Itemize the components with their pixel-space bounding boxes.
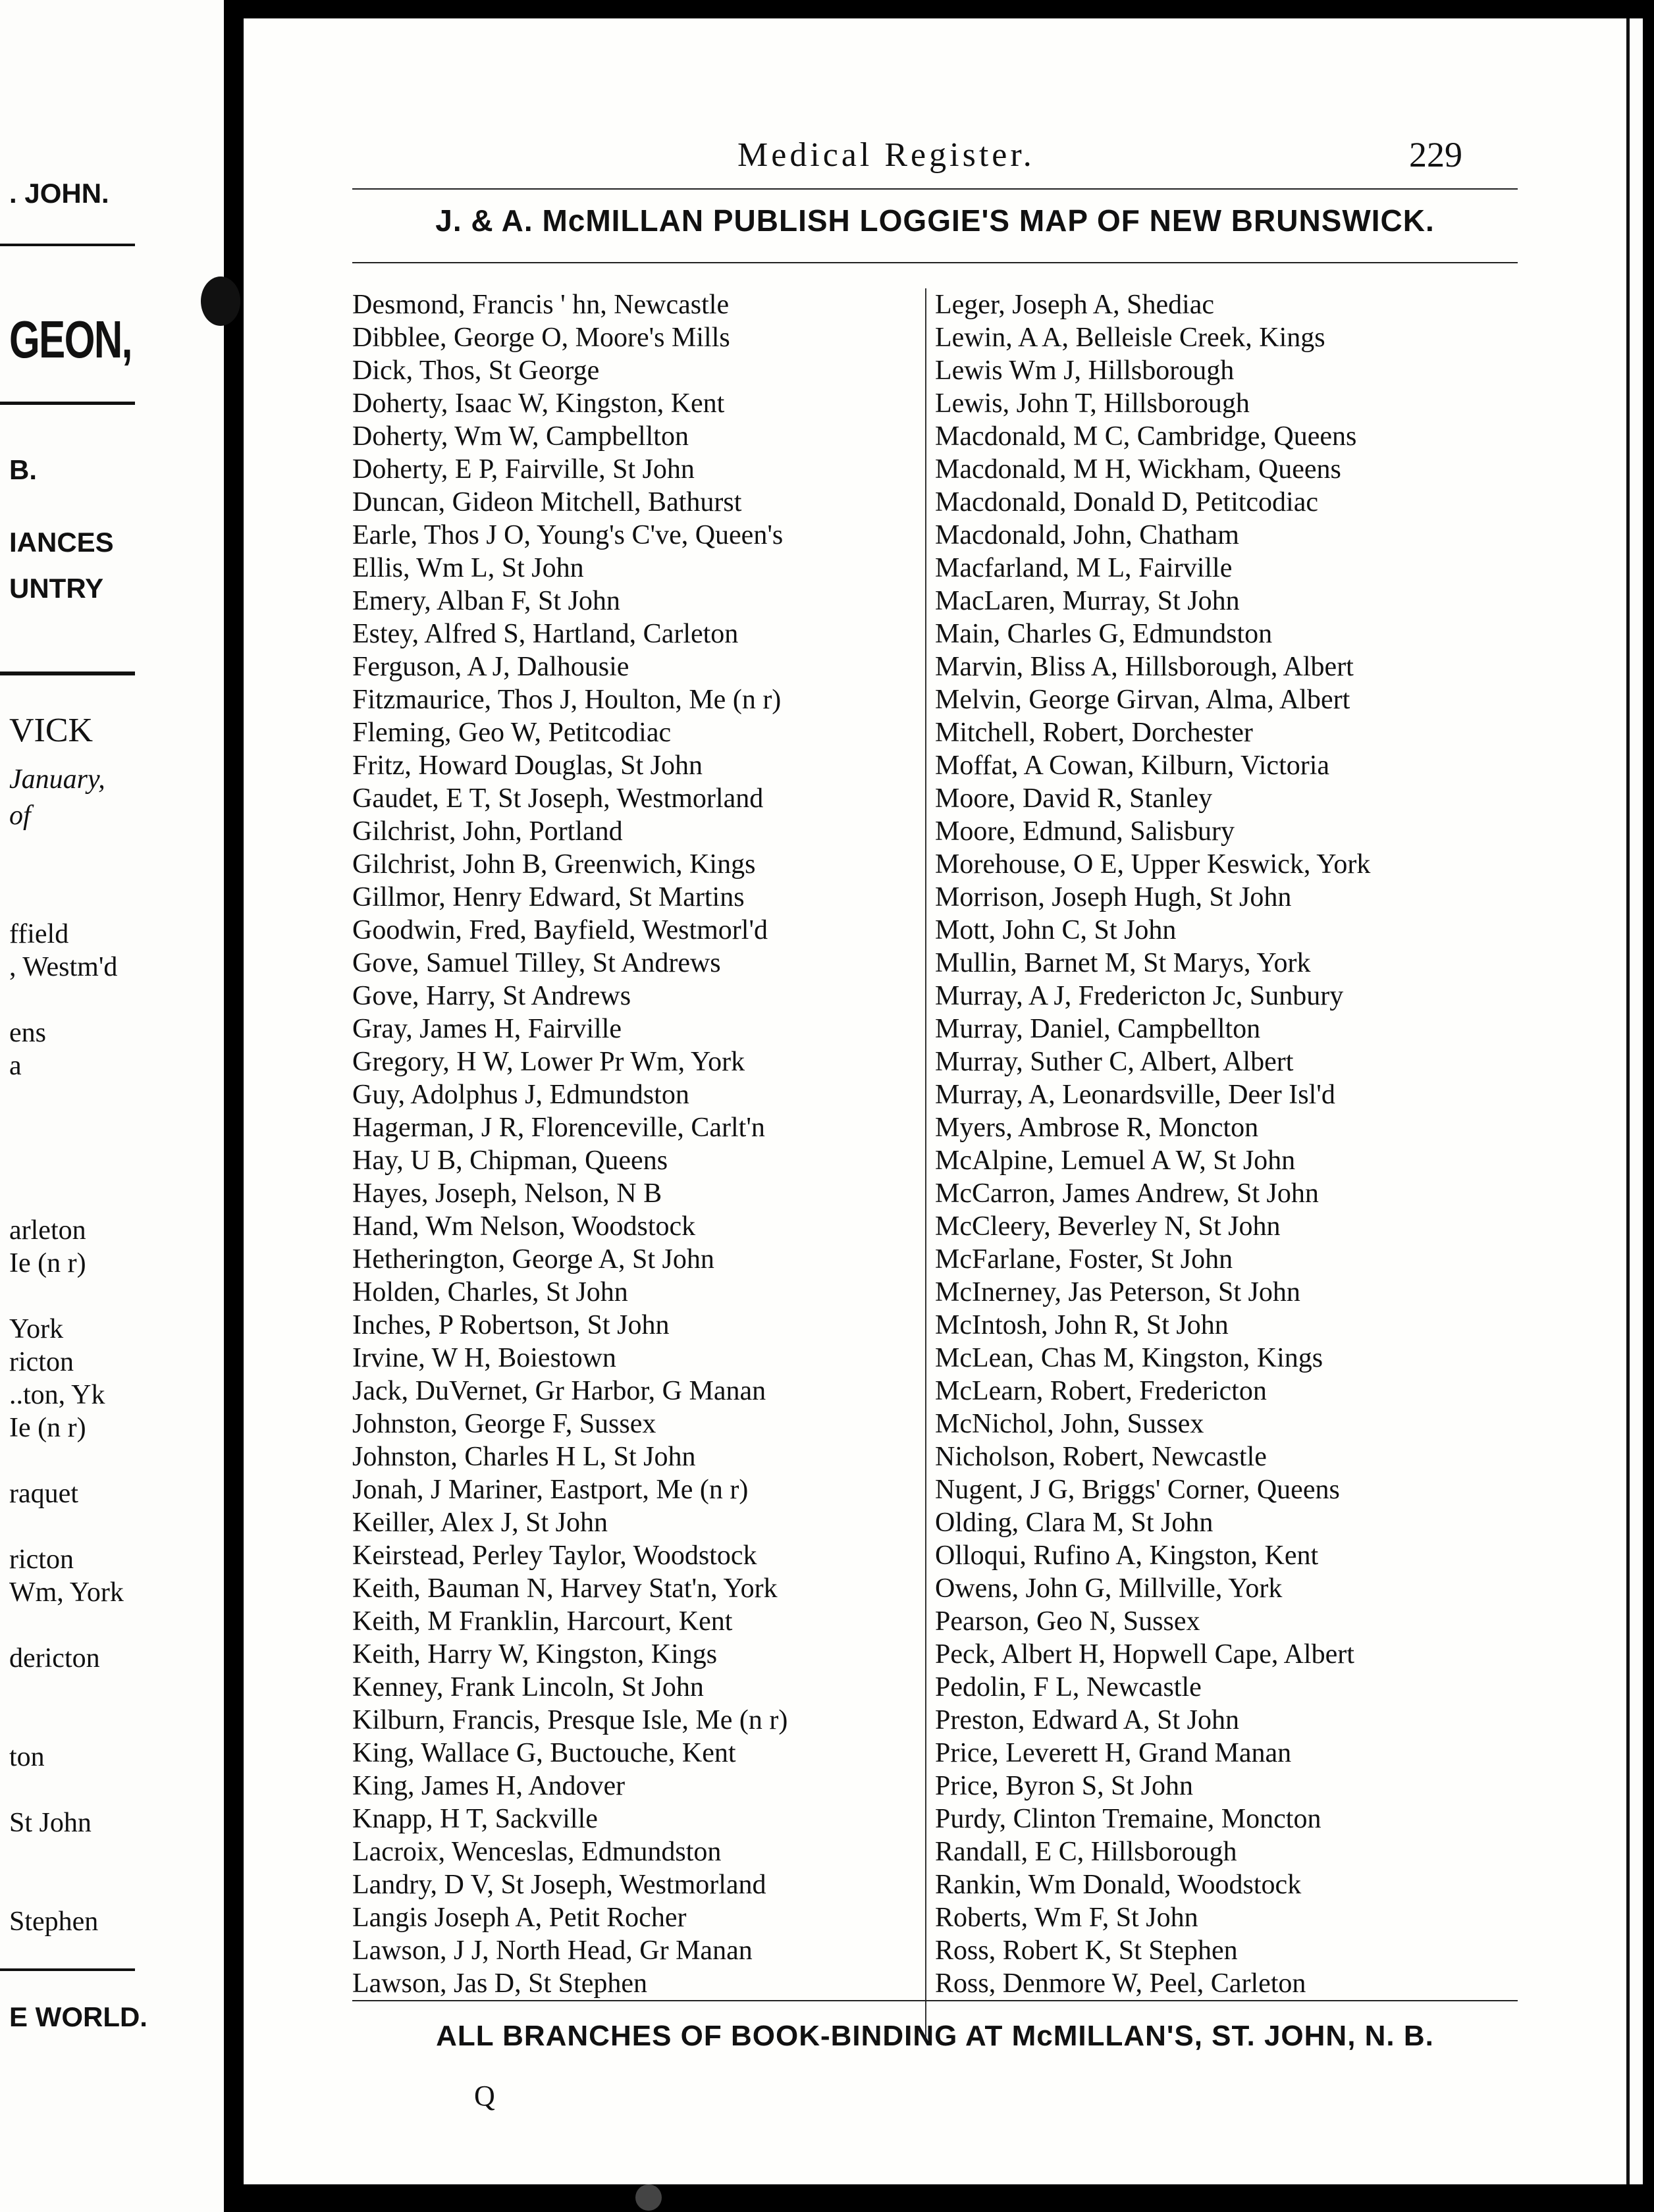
- facing-page-text: UNTRY: [9, 573, 104, 604]
- divider: [0, 672, 135, 675]
- register-entry: Ellis, Wm L, St John: [352, 553, 584, 583]
- facing-page-text: E WORLD.: [9, 2001, 147, 2032]
- register-entry: Dick, Thos, St George: [352, 356, 600, 386]
- register-entry: Keith, M Franklin, Harcourt, Kent: [352, 1606, 733, 1637]
- register-entry: Melvin, George Girvan, Alma, Albert: [935, 685, 1350, 715]
- running-head: [244, 117, 1626, 174]
- register-entry: Lewis Wm J, Hillsborough: [935, 356, 1235, 386]
- register-entry: Gilchrist, John B, Greenwich, Kings: [352, 849, 756, 880]
- register-entry: Roberts, Wm F, St John: [935, 1903, 1198, 1933]
- register-entry: Johnston, Charles H L, St John: [352, 1442, 696, 1472]
- register-entry: Doherty, Wm W, Campbellton: [352, 421, 689, 452]
- register-entry: King, James H, Andover: [352, 1771, 626, 1801]
- register-entry: Fleming, Geo W, Petitcodiac: [352, 718, 672, 748]
- register-entry: Nugent, J G, Briggs' Corner, Queens: [935, 1475, 1340, 1505]
- left-column: [352, 288, 932, 2000]
- facing-page-text: GEON,: [9, 310, 132, 369]
- register-entry: Owens, John G, Millville, York: [935, 1573, 1283, 1604]
- register-entry: Ross, Robert K, St Stephen: [935, 1936, 1238, 1966]
- register-entry: Gregory, H W, Lower Pr Wm, York: [352, 1047, 745, 1077]
- register-entry: Ferguson, A J, Dalhousie: [352, 652, 629, 682]
- register-entry: Gilchrist, John, Portland: [352, 816, 623, 847]
- facing-page-text: IANCES: [9, 527, 114, 558]
- facing-page-text: St John: [9, 1808, 92, 1838]
- register-entry: Keiller, Alex J, St John: [352, 1508, 608, 1538]
- facing-page-text: VICK: [9, 712, 93, 749]
- facing-page-text: ffield: [9, 919, 69, 949]
- register-entry: Inches, P Robertson, St John: [352, 1310, 670, 1340]
- register-entry: Hand, Wm Nelson, Woodstock: [352, 1211, 696, 1242]
- register-entry: McAlpine, Lemuel A W, St John: [935, 1146, 1296, 1176]
- banner-rule: [352, 262, 1518, 263]
- divider: [0, 1968, 135, 1971]
- register-entry: Fitzmaurice, Thos J, Houlton, Me (n r): [352, 685, 782, 715]
- facing-page-text: ton: [9, 1742, 45, 1772]
- register-entry: Desmond, Francis ' hn, Newcastle: [352, 290, 730, 320]
- register-entry: Dibblee, George O, Moore's Mills: [352, 323, 730, 353]
- facing-page-text: Ie (n r): [9, 1413, 86, 1443]
- register-entry: Gove, Samuel Tilley, St Andrews: [352, 948, 721, 978]
- facing-page-text: ens: [9, 1018, 46, 1048]
- register-entry: Macdonald, M C, Cambridge, Queens: [935, 421, 1357, 452]
- register-entry: Myers, Ambrose R, Moncton: [935, 1113, 1259, 1143]
- register-entry: Lawson, Jas D, St Stephen: [352, 1968, 647, 1999]
- register-entry: Keith, Bauman N, Harvey Stat'n, York: [352, 1573, 778, 1604]
- register-entry: Moore, David R, Stanley: [935, 783, 1213, 814]
- register-entry: Irvine, W H, Boiestown: [352, 1343, 616, 1373]
- facing-page-text: , Westm'd: [9, 952, 118, 982]
- register-entry: Leger, Joseph A, Shediac: [935, 290, 1215, 320]
- bottom-advertisement-banner: ALL BRANCHES OF BOOK-BINDING AT McMILLAN'S, ST. JOHN, N. B.: [436, 2020, 1434, 2052]
- register-entry: Moffat, A Cowan, Kilburn, Victoria: [935, 750, 1330, 781]
- bottom-rule: [352, 2000, 1518, 2001]
- register-entry: Guy, Adolphus J, Edmundston: [352, 1080, 689, 1110]
- register-entry: Keirstead, Perley Taylor, Woodstock: [352, 1540, 757, 1571]
- register-entry: Ross, Denmore W, Peel, Carleton: [935, 1968, 1306, 1999]
- register-entry: King, Wallace G, Buctouche, Kent: [352, 1738, 736, 1768]
- register-entry: McCleery, Beverley N, St John: [935, 1211, 1281, 1242]
- register-entry: Morrison, Joseph Hugh, St John: [935, 882, 1292, 912]
- page-edge: [1626, 18, 1643, 2184]
- register-entry: Randall, E C, Hillsborough: [935, 1837, 1237, 1867]
- register-entry: Doherty, Isaac W, Kingston, Kent: [352, 388, 725, 419]
- facing-page-text: B.: [9, 454, 37, 485]
- right-column: [935, 288, 1514, 2000]
- register-entry: Hayes, Joseph, Nelson, N B: [352, 1178, 662, 1209]
- register-entry: Estey, Alfred S, Hartland, Carleton: [352, 619, 739, 649]
- register-entry: McInerney, Jas Peterson, St John: [935, 1277, 1300, 1307]
- register-entry: Pedolin, F L, Newcastle: [935, 1672, 1202, 1702]
- ink-blot: [201, 276, 240, 326]
- register-entry: Olding, Clara M, St John: [935, 1508, 1214, 1538]
- register-entry: Gaudet, E T, St Joseph, Westmorland: [352, 783, 764, 814]
- register-entry: Morehouse, O E, Upper Keswick, York: [935, 849, 1371, 880]
- register-entry: Kenney, Frank Lincoln, St John: [352, 1672, 704, 1702]
- column-divider: [925, 288, 926, 2040]
- facing-page-text: Ie (n r): [9, 1248, 86, 1278]
- register-entry: McNichol, John, Sussex: [935, 1409, 1204, 1439]
- register-entry: Murray, A, Leonardsville, Deer Isl'd: [935, 1080, 1335, 1110]
- register-entry: Mitchell, Robert, Dorchester: [935, 718, 1253, 748]
- register-entry: Gillmor, Henry Edward, St Martins: [352, 882, 745, 912]
- page-number: 229: [1409, 135, 1462, 174]
- facing-page-text: ricton: [9, 1544, 74, 1575]
- register-entry: Price, Byron S, St John: [935, 1771, 1194, 1801]
- register-entry: Murray, Suther C, Albert, Albert: [935, 1047, 1294, 1077]
- facing-page-text: York: [9, 1314, 64, 1344]
- register-entry: Murray, Daniel, Campbellton: [935, 1014, 1261, 1044]
- register-entry: Hetherington, George A, St John: [352, 1244, 714, 1275]
- facing-page-text: January,: [9, 764, 105, 795]
- register-entry: Mullin, Barnet M, St Marys, York: [935, 948, 1311, 978]
- facing-page-text: raquet: [9, 1479, 78, 1509]
- register-entry: Kilburn, Francis, Presque Isle, Me (n r): [352, 1705, 788, 1735]
- register-entry: Macfarland, M L, Fairville: [935, 553, 1233, 583]
- register-entry: Fritz, Howard Douglas, St John: [352, 750, 703, 781]
- register-entry: MacLaren, Murray, St John: [935, 586, 1240, 616]
- facing-page-text: ..ton, Yk: [9, 1380, 105, 1410]
- facing-page-text: ricton: [9, 1347, 74, 1377]
- register-entry: Lacroix, Wenceslas, Edmundston: [352, 1837, 722, 1867]
- facing-page-text: a: [9, 1051, 22, 1081]
- register-entry: Marvin, Bliss A, Hillsborough, Albert: [935, 652, 1354, 682]
- register-entry: Main, Charles G, Edmundston: [935, 619, 1273, 649]
- register-entry: Gove, Harry, St Andrews: [352, 981, 631, 1011]
- register-entry: Knapp, H T, Sackville: [352, 1804, 598, 1834]
- facing-page-fragment: [0, 0, 224, 2212]
- register-entry: McLean, Chas M, Kingston, Kings: [935, 1343, 1323, 1373]
- facing-page-text: of: [9, 801, 31, 831]
- facing-page-text: Wm, York: [9, 1577, 124, 1608]
- register-entry: Lewis, John T, Hillsborough: [935, 388, 1250, 419]
- register-entry: McCarron, James Andrew, St John: [935, 1178, 1319, 1209]
- register-entry: Duncan, Gideon Mitchell, Bathurst: [352, 487, 742, 517]
- register-entry: Langis Joseph A, Petit Rocher: [352, 1903, 687, 1933]
- top-advertisement-banner: J. & A. McMILLAN PUBLISH LOGGIE'S MAP OF NEW BRUNSWICK.: [435, 203, 1435, 238]
- register-entry: Keith, Harry W, Kingston, Kings: [352, 1639, 718, 1670]
- register-entry: Jack, DuVernet, Gr Harbor, G Manan: [352, 1376, 766, 1406]
- divider: [0, 244, 135, 246]
- divider: [0, 402, 135, 405]
- register-entry: Purdy, Clinton Tremaine, Moncton: [935, 1804, 1321, 1834]
- register-entry: Moore, Edmund, Salisbury: [935, 816, 1235, 847]
- facing-page-text: dericton: [9, 1643, 100, 1673]
- register-entry: Pearson, Geo N, Sussex: [935, 1606, 1200, 1637]
- register-entry: Macdonald, M H, Wickham, Queens: [935, 454, 1341, 485]
- facing-page-text: Stephen: [9, 1907, 99, 1937]
- register-entry: Price, Leverett H, Grand Manan: [935, 1738, 1292, 1768]
- register-entry: Preston, Edward A, St John: [935, 1705, 1239, 1735]
- register-entry: Lawson, J J, North Head, Gr Manan: [352, 1936, 753, 1966]
- register-entry: Earle, Thos J O, Young's C've, Queen's: [352, 520, 784, 550]
- register-entry: McLearn, Robert, Fredericton: [935, 1376, 1267, 1406]
- register-entry: McIntosh, John R, St John: [935, 1310, 1229, 1340]
- register-entry: Macdonald, John, Chatham: [935, 520, 1239, 550]
- ink-blot: [635, 2184, 662, 2211]
- register-entry: Gray, James H, Fairville: [352, 1014, 622, 1044]
- register-entry: Mott, John C, St John: [935, 915, 1177, 945]
- register-entry: Peck, Albert H, Hopwell Cape, Albert: [935, 1639, 1354, 1670]
- facing-page-text: arleton: [9, 1215, 86, 1246]
- top-rule: [352, 188, 1518, 190]
- register-entry: McFarlane, Foster, St John: [935, 1244, 1233, 1275]
- register-entry: Lewin, A A, Belleisle Creek, Kings: [935, 323, 1325, 353]
- running-title: Medical Register.: [737, 136, 1035, 174]
- register-entry: Goodwin, Fred, Bayfield, Westmorl'd: [352, 915, 768, 945]
- register-entry: Emery, Alban F, St John: [352, 586, 620, 616]
- register-entry: Murray, A J, Fredericton Jc, Sunbury: [935, 981, 1344, 1011]
- register-entry: Olloqui, Rufino A, Kingston, Kent: [935, 1540, 1319, 1571]
- signature-mark: Q: [474, 2080, 495, 2112]
- register-entry: Hagerman, J R, Florenceville, Carlt'n: [352, 1113, 765, 1143]
- register-entry: Rankin, Wm Donald, Woodstock: [935, 1870, 1302, 1900]
- register-entry: Nicholson, Robert, Newcastle: [935, 1442, 1267, 1472]
- facing-page-text: . JOHN.: [9, 178, 109, 209]
- register-entry: Johnston, George F, Sussex: [352, 1409, 656, 1439]
- register-entry: Landry, D V, St Joseph, Westmorland: [352, 1870, 766, 1900]
- register-entry: Macdonald, Donald D, Petitcodiac: [935, 487, 1319, 517]
- register-entry: Doherty, E P, Fairville, St John: [352, 454, 695, 485]
- register-entry: Hay, U B, Chipman, Queens: [352, 1146, 668, 1176]
- register-entry: Holden, Charles, St John: [352, 1277, 628, 1307]
- register-page: [244, 18, 1626, 2184]
- register-entry: Jonah, J Mariner, Eastport, Me (n r): [352, 1475, 749, 1505]
